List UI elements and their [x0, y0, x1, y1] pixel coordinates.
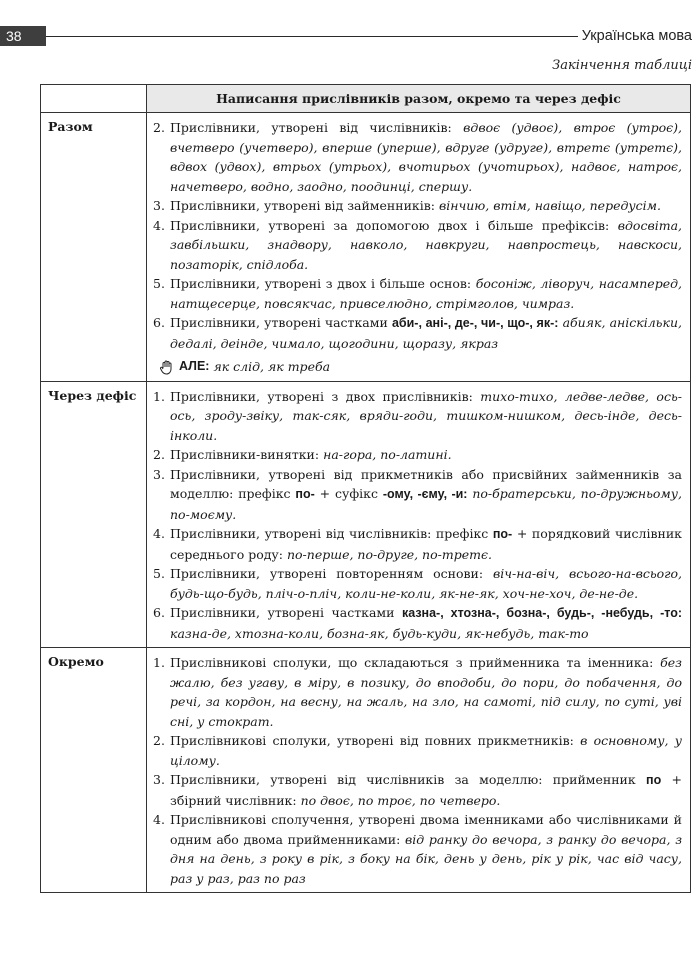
list-item [153, 196, 682, 216]
item-text: Прислівники, утворені від займенників: [170, 198, 435, 213]
item-number: 2. [153, 120, 165, 135]
table-row-together [41, 113, 691, 382]
item-examples: по-братерськи, по-дружньому, по-моєму. [170, 486, 683, 522]
item-examples: на-гора, по-латині. [323, 447, 452, 462]
list-item [153, 731, 682, 770]
table-continuation-note: Закінчення таблиці [552, 58, 692, 73]
item-examples: від ранку до вечора, з ранку до вечора, з дня на день, з року в рік, з боку на бік, день у день, рік у рік, час від часу, раз у раз, раз по раз [170, 831, 683, 886]
item-number: 2. [153, 733, 165, 748]
item-text-mid: + суфікс [319, 486, 378, 501]
exception-note [159, 357, 682, 377]
item-number: 1. [153, 655, 165, 670]
section-title: Українська мова [581, 28, 692, 44]
row-label: Через дефіс [41, 381, 147, 648]
item-number: 4. [153, 812, 165, 827]
item-text: Прислівникові сполучення, утворені двома іменниками або числівниками й одним або двома прийменниками: [170, 812, 682, 847]
page-header [0, 26, 700, 46]
list-item [153, 387, 682, 446]
item-examples: вдвоє (удвоє), втроє (утроє), вчетверо (учетверо), вперше (уперше), вдруге (удруге), втретє (утретє), вдвох (удвох), втрьох (утрьох), вчотирьох (учотирьох), надвоє, натроє, начетверо, водно, заодно, поодинці, спершу. [170, 120, 682, 194]
list-item [153, 770, 682, 810]
item-number: 5. [153, 276, 165, 291]
rules-table [40, 84, 691, 893]
row-label: Окремо [41, 648, 147, 893]
row-content [147, 648, 691, 893]
table-header-row [41, 85, 691, 113]
item-number: 3. [153, 772, 165, 787]
item-examples: по-перше, по-друге, по-третє. [286, 546, 492, 562]
table-row-separate [41, 648, 691, 893]
item-examples: по двоє, по троє, по четверо. [300, 792, 501, 808]
item-number: 5. [153, 566, 165, 581]
item-particles: казна-, хтозна-, бозна-, будь-, -небудь, -то: [401, 606, 682, 620]
list-item [153, 118, 682, 196]
item-text: Прислівники, утворені повторенням основи: [170, 566, 484, 581]
list-item [153, 603, 682, 643]
item-number: 2. [153, 447, 165, 462]
row-label: Разом [41, 113, 147, 382]
table-row-hyphen [41, 381, 691, 648]
item-particles: аби-, ані-, де-, чи-, що-, як-: [391, 316, 559, 330]
exception-examples: як слід, як треба [213, 359, 331, 374]
list-item [153, 216, 682, 275]
row-content [147, 381, 691, 648]
item-examples: віч-на-віч, всього-на-всього, будь-що-будь, пліч-о-пліч, коли-не-коли, як-не-як, хоч-не-хоч, де-не-де. [170, 566, 682, 601]
item-text: Прислівники, утворені з двох і більше основ: [170, 276, 472, 291]
item-examples: вінчию, втім, навіщо, передусім. [438, 198, 661, 213]
item-text: Прислівники, утворені з двох прислівників: [170, 388, 473, 404]
list-item [153, 465, 682, 525]
item-examples: без жалю, без угаву, в міру, в позику, до вподоби, до пори, до побачення, до речі, за кордон, на весну, на жаль, на зло, на самоті, під силу, по суті, уві сні, у стократ. [170, 655, 682, 729]
item-number: 4. [153, 526, 165, 541]
table-heading: Написання прислівників разом, окремо та через дефіс [147, 85, 691, 113]
item-number: 3. [153, 466, 165, 482]
item-text: Прислівники-винятки: [170, 447, 320, 462]
exception-label: АЛЕ: [179, 359, 210, 373]
item-text-mid: + збірний числівник: [170, 772, 682, 808]
item-suffix: -ому, -єму, -и: [382, 487, 468, 501]
list-item [153, 445, 682, 465]
item-text: Прислівники, утворені частками [170, 315, 388, 330]
item-examples: тихо-тихо, ледве-ледве, ось-ось, зроду-звіку, так-сяк, вряди-годи, тишком-нишком, десь-інде, десь-інколи. [170, 388, 682, 443]
list-item [153, 313, 682, 353]
item-text: Прислівники, утворені від числівників за моделлю: прийменник [170, 772, 636, 787]
item-prefix: по- [295, 487, 315, 501]
list-item [153, 274, 682, 313]
list-item [153, 524, 682, 564]
list-item [153, 564, 682, 603]
item-examples: босоніж, ліворуч, насамперед, натщесерце, повсякчас, привселюдно, стрімголов, чимраз. [170, 276, 682, 311]
item-text: Прислівники, утворені від прикметників або присвійних займенників за моделлю: префікс [170, 466, 682, 501]
page-number: 38 [0, 26, 46, 46]
item-number: 4. [153, 217, 165, 233]
item-examples: абияк, аніскільки, дедалі, деінде, чимало, щогодини, щоразу, якраз [170, 315, 682, 351]
item-prefix: по- [492, 527, 513, 541]
item-examples: в основному, у цілому. [170, 733, 682, 768]
item-text: Прислівникові сполуки, утворені від повних прикметників: [170, 733, 574, 748]
item-examples: казна-де, хтозна-коли, бозна-як, будь-куди, як-небудь, так-то [170, 625, 589, 641]
item-number: 6. [153, 315, 165, 330]
item-text: Прислівники, утворені за допомогою двох і більше префіксів: [170, 217, 610, 233]
item-text: Прислівники, утворені від числівників: префікс [170, 526, 489, 541]
row-content [147, 113, 691, 382]
item-examples: вдосвіта, завбільшки, знадвору, навколо, навкруги, навпростець, навскоси, позаторік, спідлоба. [170, 217, 682, 272]
list-item [153, 653, 682, 731]
item-text-mid: + порядковий числівник середнього роду: [170, 526, 682, 562]
hand-icon [159, 359, 175, 375]
item-prefix: по [646, 773, 662, 787]
item-text: Прислівникові сполуки, що складаються з прийменника та іменника: [170, 655, 654, 670]
item-number: 6. [153, 605, 165, 620]
item-number: 3. [153, 198, 165, 213]
item-text: Прислівники, утворені від числівників: [170, 120, 452, 135]
item-number: 1. [153, 388, 165, 404]
item-text: Прислівники, утворені частками [170, 605, 395, 620]
list-item [153, 810, 682, 888]
header-rule [46, 36, 578, 37]
